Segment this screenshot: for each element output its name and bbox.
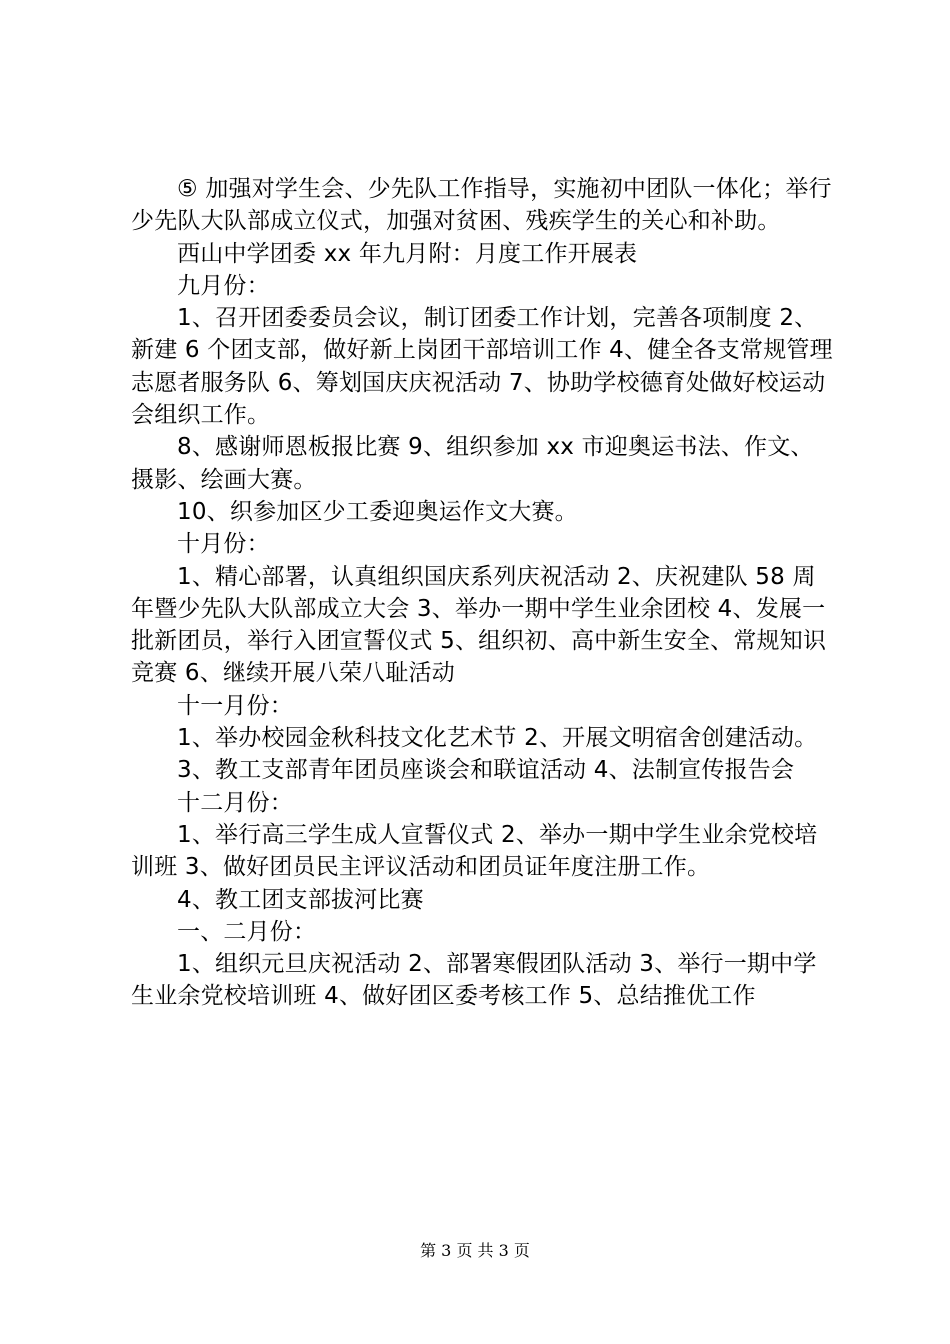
heading-november: 十一月份： <box>177 692 293 719</box>
paragraph-january-february-tasks: 1、组织元旦庆祝活动 2、部署寒假团队活动 3、举行一期中学生业余党校培训班 4、做好团区委考核工作 5、总结推优工作 <box>131 951 817 1010</box>
paragraph-october-tasks: 1、精心部署，认真组织国庆系列庆祝活动 2、庆祝建队 58 周年暨少先队大队部成立大会 3、举办一期中学生业余团校 4、发展一批新团员，举行入团宣誓仪式 5、组织初、高中新生安全、常规知识竞赛 6、继续开展八荣八耻活动 <box>131 563 827 687</box>
heading-january-february: 一、二月份： <box>177 918 317 945</box>
paragraph-november-meeting: 3、教工支部青年团员座谈会和联谊活动 4、法制宣传报告会 <box>177 757 795 784</box>
heading-october: 十月份： <box>177 531 270 558</box>
paragraph-december-tasks: 1、举行高三学生成人宣誓仪式 2、举办一期中学生业余党校培训班 3、做好团员民主评议活动和团员证年度注册工作。 <box>131 821 818 881</box>
paragraph-support-pioneers: ⑤ 加强对学生会、少先队工作指导，实施初中团队一体化；举行少先队大队部成立仪式，加强对贫困、残疾学生的关心和补助。 <box>131 176 832 235</box>
paragraph-september-tasks: 1、召开团委委员会议，制订团委工作计划，完善各项制度 2、新建 6 个团支部，做好新上岗团干部培训工作 4、健全各支常规管理志愿者服务队 6、筹划国庆庆祝活动 7、协助学校德育处做好校运动会组织工作。 <box>131 305 833 429</box>
heading-december: 十二月份： <box>177 789 293 816</box>
paragraph-signature-attachment: 西山中学团委 xx 年九月附：月度工作开展表 <box>177 240 638 267</box>
paragraph-september-contests: 8、感谢师恩板报比赛 9、组织参加 xx 市迎奥运书法、作文、摄影、绘画大赛。 <box>131 434 814 493</box>
paragraph-september-essay: 10、织参加区少工委迎奥运作文大赛。 <box>177 498 578 525</box>
paragraph-december-tugofwar: 4、教工团支部拔河比赛 <box>177 886 424 913</box>
page-number-footer: 第 3 页 共 3 页 <box>420 1241 530 1260</box>
heading-september: 九月份： <box>177 272 270 299</box>
document-body <box>131 173 833 1013</box>
paragraph-november-festival: 1、举办校园金秋科技文化艺术节 2、开展文明宿舍创建活动。 <box>177 725 818 752</box>
